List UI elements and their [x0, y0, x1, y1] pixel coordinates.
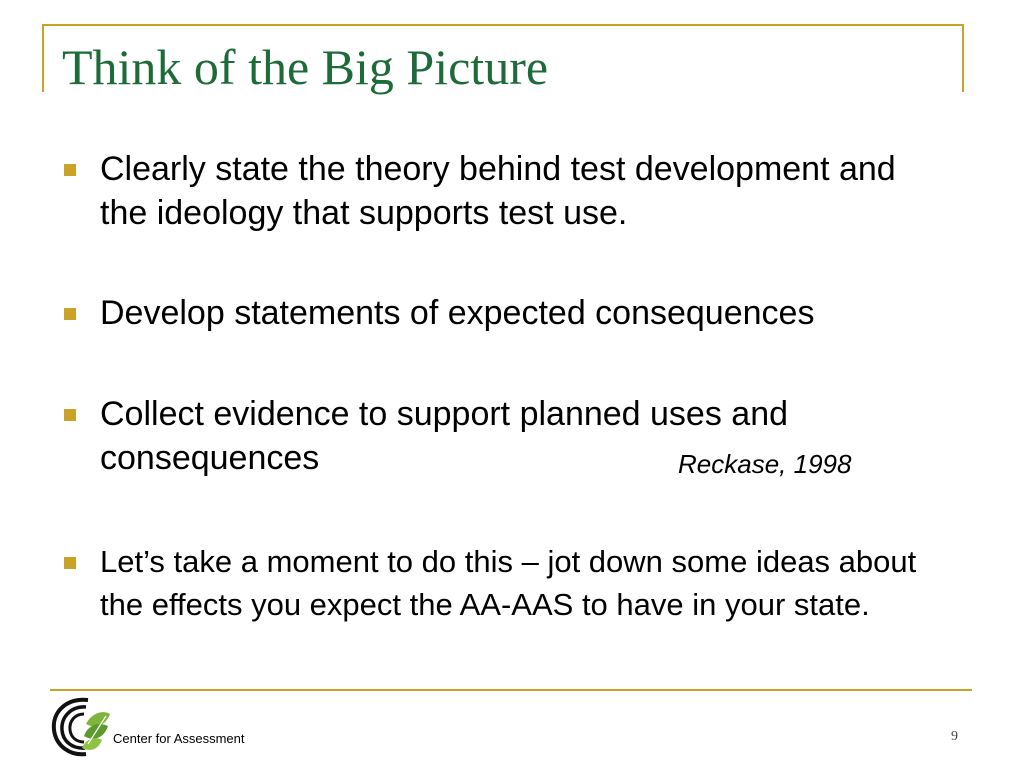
bullet-text-1: Clearly state the theory behind test development and the ideology that supports test use.	[100, 150, 896, 232]
bullet-text-4: Let’s take a moment to do this – jot down some ideas about the effects you expect the AA-AAS to have in your state.	[100, 544, 917, 622]
center-for-assessment-logo-icon	[48, 694, 114, 758]
title-frame-left-rule	[42, 24, 44, 92]
bullet-text-3: Collect evidence to support planned uses and consequences	[100, 395, 789, 477]
bullet-marker	[64, 557, 76, 569]
bullet-text-2: Develop statements of expected consequences	[100, 294, 815, 332]
bullet-marker	[64, 308, 76, 320]
slide-title: Think of the Big Picture	[62, 39, 549, 95]
footer-organization: Center for Assessment	[113, 731, 245, 746]
footer-rule	[50, 689, 972, 691]
title-frame-top-rule	[42, 24, 964, 26]
citation: Reckase, 1998	[678, 449, 852, 479]
title-frame-right-rule	[962, 24, 964, 92]
page-number: 9	[951, 729, 958, 744]
bullet-marker	[64, 409, 76, 421]
bullet-marker	[64, 164, 76, 176]
